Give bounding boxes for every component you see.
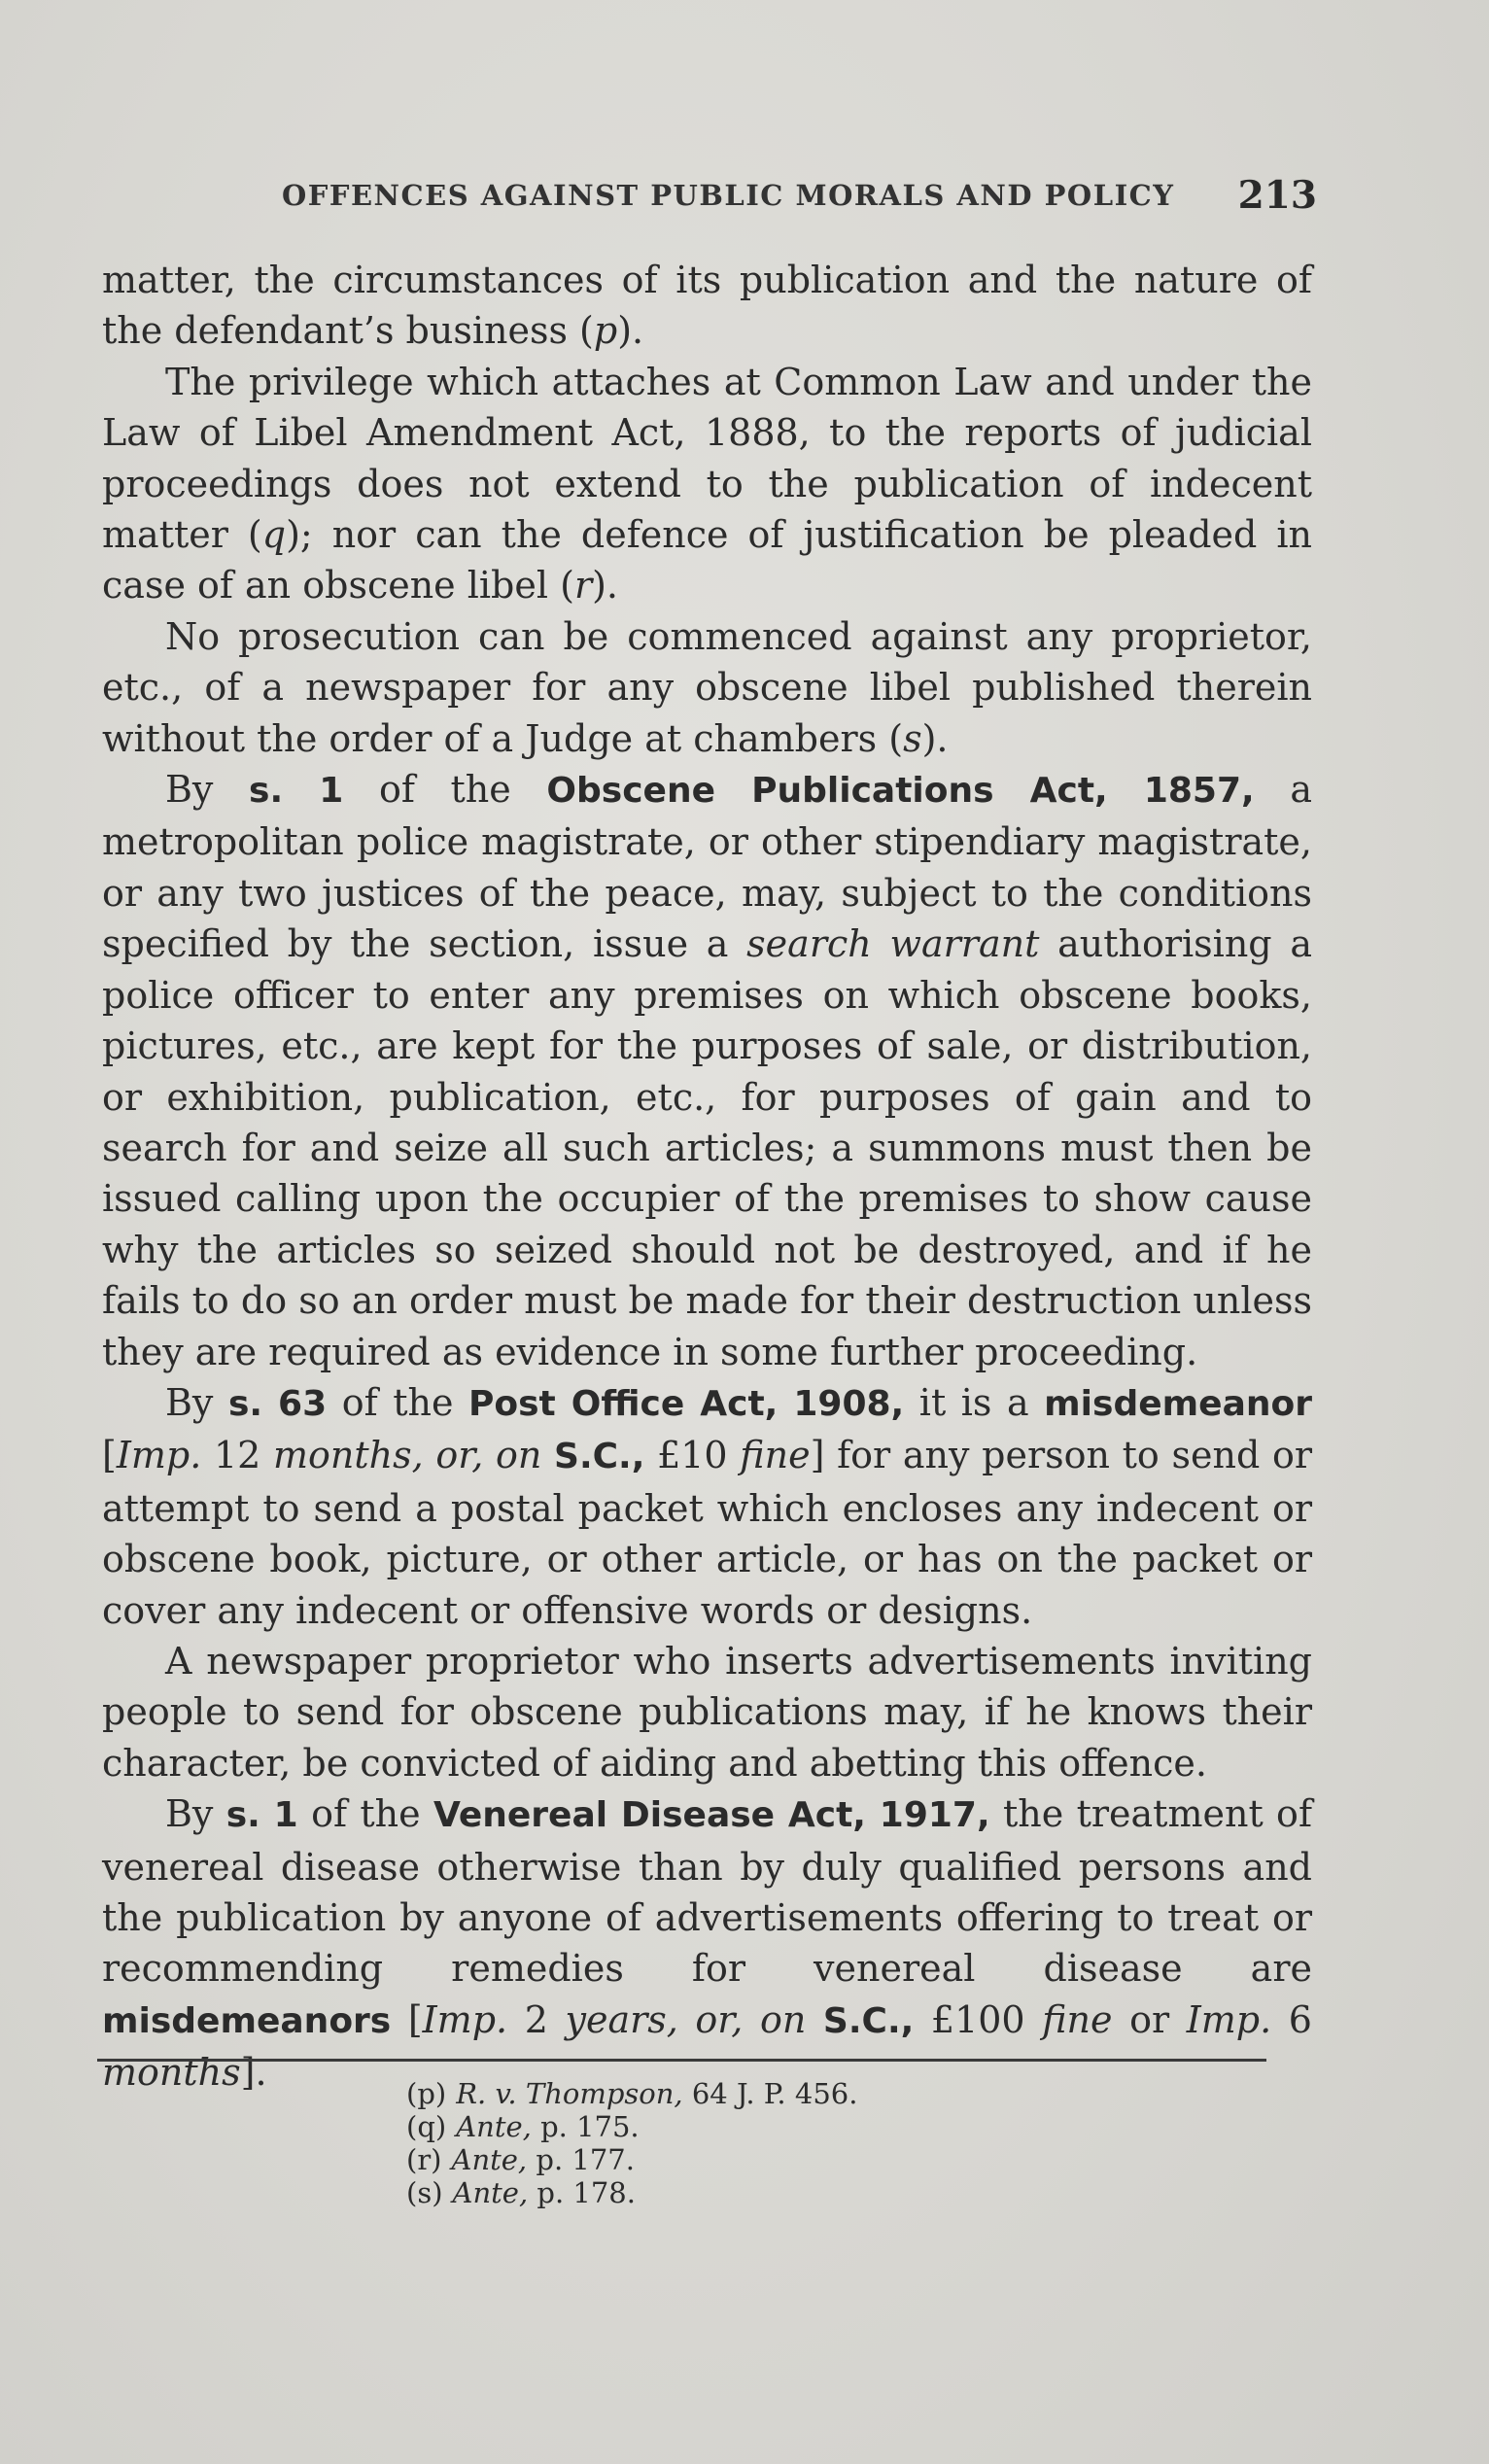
paragraph-2: The privilege which attaches at Common Law and under the Law of Libel Amendment Act, 1888, to the reports of judicial proceedings does not extend to the publication of indecent matter (q); nor can the defence of justification be pleaded in case of an obscene libel (r). (102, 360, 1312, 607)
paragraph-5: By s. 63 of the Post Office Act, 1908, it is a misdemeanor [Imp. 12 months, or, on S.C., £10 fine] for any person to send or attempt to send a postal packet which encloses any indecent or obscene book, picture, or other article, or has on the packet or cover any indecent or offensive words or designs. (102, 1380, 1312, 1632)
paragraph-3: No prosecution can be commenced against any proprietor, etc., of a newspaper for any obscene libel published therein without the order of a Judge at chambers (s). (102, 614, 1312, 760)
running-title: OFFENCES AGAINST PUBLIC MORALS AND POLICY (282, 179, 1175, 212)
footnote-r: (r) Ante, p. 177. (406, 2143, 635, 2176)
paragraph-7: By s. 1 of the Venereal Disease Act, 1917, the treatment of venereal disease otherwise than by duly qualified persons and the publication by anyone of advertisements offering to treat or recommending remedies for venereal disease are misdemeanors [Imp. 2 years, or, on S.C., £100 fine or Imp. 6 months]. (102, 1792, 1313, 2095)
running-header (282, 173, 1317, 222)
footnote-s: (s) Ante, p. 178. (406, 2176, 636, 2209)
paragraph-1: matter, the circumstances of its publication and the nature of the defendant’s business (p). (102, 259, 1312, 353)
footnote-divider (97, 2059, 1266, 2062)
paragraph-4: By s. 1 of the Obscene Publications Act, 1857, a metropolitan police magistrate, or other stipendiary magistrate, or any two justices of the peace, may, subject to the conditions specified by the section, issue a search warrant authorising a police officer to enter any premises on which obscene books, pictures, etc., are kept for the purposes of sale, or distribution, or exhibition, publication, etc., for purposes of gain and to search for and seize all such articles; a summons must then be issued calling upon the occupier of the premises to show cause why the articles so seized should not be destroyed, and if he fails to do so an order must be made for their destruction unless they are required as evidence in some further proceeding. (102, 768, 1313, 1373)
footnote-p: (p) R. v. Thompson, 64 J. P. 456. (406, 2077, 858, 2110)
page-number: 213 (1237, 173, 1317, 218)
paragraph-6: A newspaper proprietor who inserts advertisements inviting people to send for obscene publications may, if he knows their character, be convicted of aiding and abetting this offence. (102, 1639, 1312, 1785)
footnotes (406, 2077, 857, 2209)
footnote-q: (q) Ante, p. 175. (406, 2110, 640, 2143)
body-text (102, 255, 1312, 2099)
